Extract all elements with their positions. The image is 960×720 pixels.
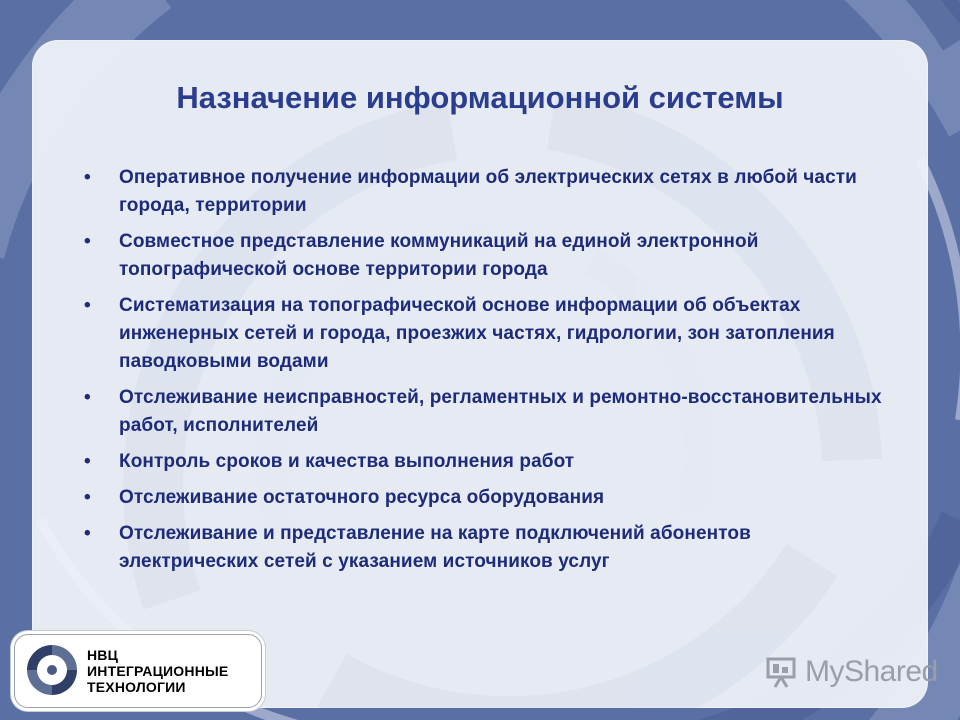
bullet-text: Отслеживание и представление на карте подключений абонентов электрических сетей с указанием источников услуг xyxy=(119,523,751,572)
watermark-text: MyShared xyxy=(805,655,938,688)
bullet-dot: • xyxy=(84,451,91,472)
bullet-text: Оперативное получение информации об электрических сетях в любой части города, территории xyxy=(119,167,857,216)
bullet-item xyxy=(82,384,882,440)
bullet-text: Контроль сроков и качества выполнения работ xyxy=(119,451,575,472)
logo-line-integration: ИНТЕГРАЦИОННЫЕ xyxy=(87,663,229,679)
bullet-item xyxy=(82,164,882,220)
bullet-list xyxy=(82,164,882,584)
bullet-item xyxy=(82,228,882,284)
company-logo xyxy=(14,634,262,708)
presentation-board-icon xyxy=(765,655,799,689)
bullet-dot: • xyxy=(84,387,91,408)
nvc-swirl-emblem-icon xyxy=(23,641,81,699)
logo-wordmark xyxy=(87,647,228,695)
myshared-watermark xyxy=(765,652,938,692)
bullet-text: Систематизация на топографической основе информации об объектах инженерных сетей и города, проезжих частях, гидрологии, зон затопления паводковыми водами xyxy=(119,295,835,372)
bullet-item xyxy=(82,484,882,512)
logo-line-technologies: ТЕХНОЛОГИИ xyxy=(87,679,186,695)
logo-line-nvc: НВЦ xyxy=(87,647,119,663)
bullet-dot: • xyxy=(84,487,91,508)
bullet-item xyxy=(82,292,882,376)
bullet-dot: • xyxy=(84,295,91,316)
bullet-dot: • xyxy=(84,231,91,252)
bullet-text: Отслеживание остаточного ресурса оборудования xyxy=(119,487,605,508)
bullet-text: Совместное представление коммуникаций на единой электронной топографической основе территории города xyxy=(119,231,759,280)
bullet-dot: • xyxy=(84,167,91,188)
bullet-item xyxy=(82,448,882,476)
bullet-item xyxy=(82,520,882,576)
bullet-dot: • xyxy=(84,523,91,544)
bullet-text: Отслеживание неисправностей, регламентных и ремонтно-восстановительных работ, исполнителей xyxy=(119,387,882,436)
slide-title: Назначение информационной системы xyxy=(176,80,784,115)
